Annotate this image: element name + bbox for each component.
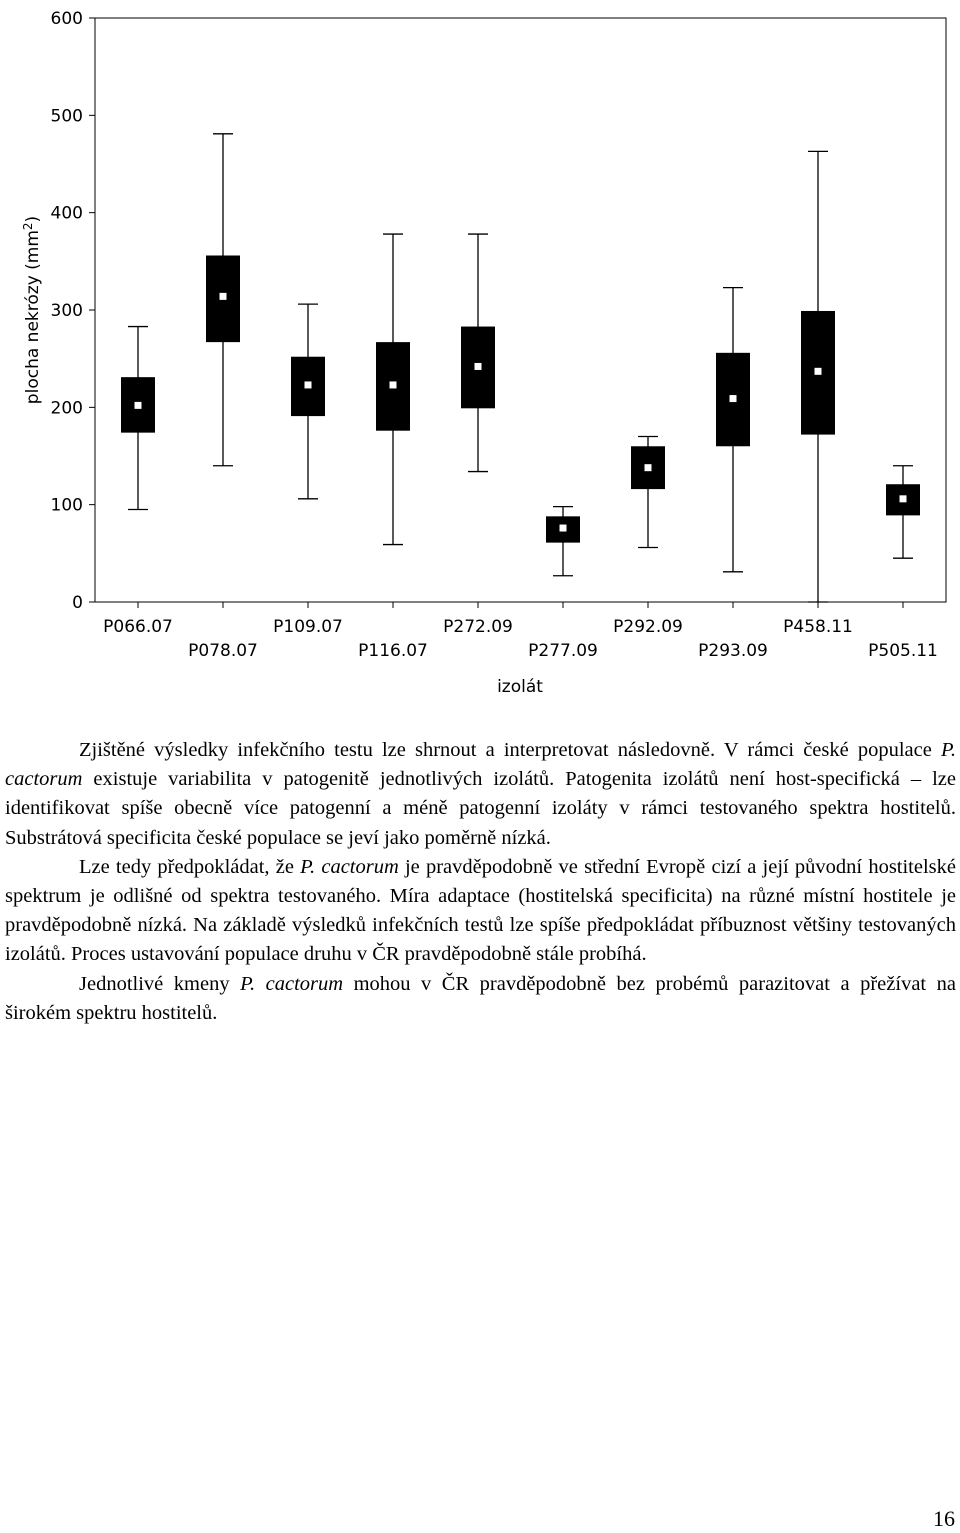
box-P277.09 [546,507,580,576]
y-tick-label: 400 [50,203,83,224]
boxes [121,134,920,602]
median-marker [815,368,822,375]
box-P066.07 [121,327,155,510]
paragraph-3 [5,970,956,1028]
paragraph-2-part-a: Lze tedy předpokládat, že [79,855,301,878]
median-marker [900,495,907,502]
paragraph-3-part-b: mohou v ČR pravděpodobně bez probémů parazitovat a přežívat na širokém spektru hostitelů. [5,972,956,1024]
y-tick-label: 500 [50,106,83,127]
median-marker [135,402,142,409]
paragraph-2 [5,853,956,970]
box-P505.11 [886,466,920,558]
paragraph-2-part-b: je pravděpodobně ve střední Evropě cizí a její původní hostitelské spektrum je odlišné od spektra testovaného. Míra adaptace (hostitelská specificita) na různé místní hostitele je pravděpodobně nízká. Na základě výsledků infekčních testů lze spíše předpokládat příbuznost většiny testovaných izolátů. Proces ustavování populace druhu v ČR pravděpodobně stále probíhá. [5,855,957,966]
box-P078.07 [206,134,240,466]
median-marker [220,293,227,300]
x-axis [103,602,938,661]
x-tick-label: P458.11 [783,617,853,637]
box-P293.09 [716,288,750,572]
box-P109.07 [291,304,325,499]
median-marker [730,395,737,402]
paragraph-1-part-a: Zjištěné výsledky infekčního testu lze shrnout a interpretovat následovně. V rámci české populace [79,739,941,761]
y-axis [51,9,95,613]
y-tick-label: 600 [50,9,83,29]
median-marker [305,381,312,388]
species-name: P. cactorum [5,739,956,791]
y-tick-label: 0 [72,593,83,613]
x-tick-label: P505.11 [868,641,938,661]
x-tick-label: P292.09 [613,617,683,637]
median-marker [560,525,567,532]
paragraph-1 [5,736,956,853]
box-P272.09 [461,234,495,471]
box-P116.07 [376,234,410,544]
median-marker [645,464,652,471]
x-tick-label: P277.09 [528,641,598,661]
species-name: P. cactorum [240,972,344,995]
y-axis-title: plocha nekrózy $(mm^2)$ [21,215,43,405]
boxplot-chart [0,0,960,700]
body-text [5,736,956,1028]
y-tick-label: 200 [50,398,83,419]
species-name: P. cactorum [300,855,399,878]
median-marker [390,381,397,388]
x-tick-label: P078.07 [188,641,258,661]
x-tick-label: P109.07 [273,617,343,637]
y-tick-label: 100 [50,495,83,516]
box-P292.09 [631,437,665,548]
box-P458.11 [801,151,835,602]
paragraph-1-part-b: existuje variabilita v patogenitě jednotlivých izolátů. Patogenita izolátů není host-specifická – lze identifikovat spíše obecně více patogenní a méně patogenní izoláty v rámci testovaného spektra hostitelů. Substrátová specificita české populace se jeví jako poměrně nízká. [5,768,956,849]
paragraph-3-part-a: Jednotlivé kmeny [79,972,241,995]
x-tick-label: P066.07 [103,617,173,637]
x-tick-label: P272.09 [443,617,513,637]
x-tick-label: P293.09 [698,641,768,661]
page-number: 16 [933,1506,955,1531]
median-marker [475,363,482,370]
x-tick-label: P116.07 [358,641,428,661]
x-axis-title: izolát [497,677,543,697]
y-tick-label: 300 [50,301,83,321]
